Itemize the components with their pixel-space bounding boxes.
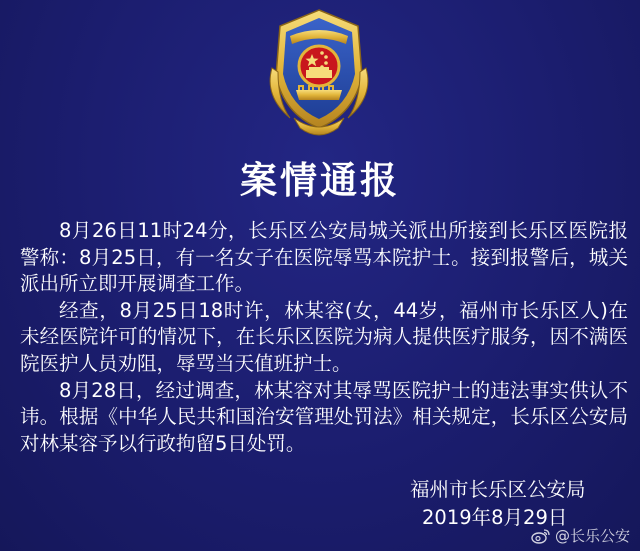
paragraph-investigation: 经查，8月25日18时许，林某容(女，44岁，福州市长乐区人)在未经医院许可的情况下，在长乐区医院为病人提供医疗服务，因不满医院医护人员劝阻，辱骂当天值班护士。 [20, 298, 628, 375]
paragraph-report: 8月26日11时24分，长乐区公安局城关派出所接到长乐区医院报警称：8月25日，有一名女子在医院辱骂本院护士。接到报警后，城关派出所立即开展调查工作。 [20, 219, 628, 296]
notice-body [20, 218, 628, 457]
issuer-name: 福州市长乐区公安局 [410, 478, 586, 501]
paragraph-penalty: 8月28日，经过调查，林某容对其辱骂医院护士的违法事实供认不讳。根据《中华人民共和国治安管理处罚法》相关规定，长乐区公安局对林某容予以行政拘留5日处罚。 [20, 378, 628, 455]
signature-block [400, 476, 620, 532]
weibo-watermark [531, 525, 630, 546]
issue-date: 2019年8月29日 [422, 506, 568, 529]
notice-title: 案情通报 [240, 159, 400, 202]
weibo-icon [531, 528, 551, 544]
watermark-text: @长乐公安 [554, 527, 630, 545]
police-emblem-icon [254, 6, 384, 146]
